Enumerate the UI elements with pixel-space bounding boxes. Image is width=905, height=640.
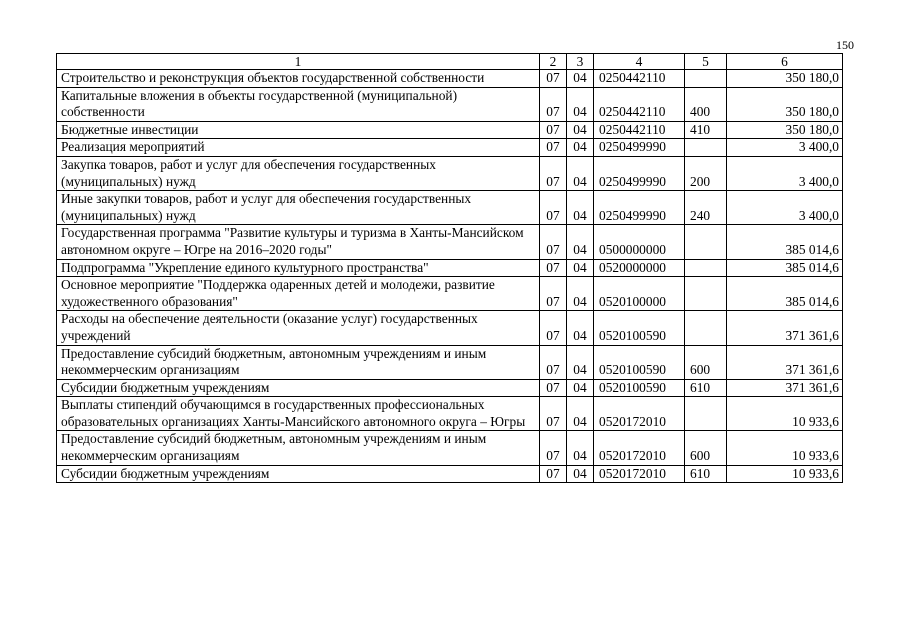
- row-section: 07: [540, 139, 567, 157]
- row-amount: 371 361,6: [727, 379, 843, 397]
- row-subsection: 04: [567, 156, 594, 190]
- row-expense-type: [685, 397, 727, 431]
- table-row: [57, 277, 843, 311]
- row-name: Строительство и реконструкция объектов государственной собственности: [57, 70, 540, 88]
- row-section: 07: [540, 70, 567, 88]
- row-expense-type: [685, 70, 727, 88]
- row-target-code: 0250442110: [594, 121, 685, 139]
- table-row: [57, 139, 843, 157]
- row-subsection: 04: [567, 139, 594, 157]
- row-target-code: 0250442110: [594, 70, 685, 88]
- row-amount: 3 400,0: [727, 191, 843, 225]
- row-section: 07: [540, 277, 567, 311]
- row-section: 07: [540, 431, 567, 465]
- row-expense-type: 410: [685, 121, 727, 139]
- row-target-code: 0250499990: [594, 139, 685, 157]
- row-section: 07: [540, 465, 567, 483]
- row-section: 07: [540, 121, 567, 139]
- column-header-2: 2: [540, 54, 567, 70]
- row-section: 07: [540, 345, 567, 379]
- row-amount: 350 180,0: [727, 121, 843, 139]
- row-target-code: 0520000000: [594, 259, 685, 277]
- row-expense-type: 600: [685, 345, 727, 379]
- table-row: [57, 87, 843, 121]
- row-name: Капитальные вложения в объекты государственной (муниципальной) собственности: [57, 87, 540, 121]
- row-section: 07: [540, 191, 567, 225]
- row-expense-type: 400: [685, 87, 727, 121]
- row-expense-type: [685, 139, 727, 157]
- row-expense-type: 610: [685, 465, 727, 483]
- row-amount: 385 014,6: [727, 225, 843, 259]
- row-target-code: 0520100000: [594, 277, 685, 311]
- table-row: [57, 191, 843, 225]
- row-subsection: 04: [567, 379, 594, 397]
- table-row: [57, 225, 843, 259]
- row-subsection: 04: [567, 191, 594, 225]
- row-subsection: 04: [567, 121, 594, 139]
- row-name: Иные закупки товаров, работ и услуг для обеспечения государственных (муниципальных) нужд: [57, 191, 540, 225]
- column-header-4: 4: [594, 54, 685, 70]
- row-name: Государственная программа "Развитие культуры и туризма в Ханты-Мансийском автономном округе – Югре на 2016–2020 годы": [57, 225, 540, 259]
- row-amount: 371 361,6: [727, 311, 843, 345]
- page-number: 150: [836, 38, 854, 52]
- row-subsection: 04: [567, 431, 594, 465]
- row-amount: 10 933,6: [727, 431, 843, 465]
- row-name: Расходы на обеспечение деятельности (оказание услуг) государственных учреждений: [57, 311, 540, 345]
- table-row: [57, 465, 843, 483]
- row-section: 07: [540, 156, 567, 190]
- row-subsection: 04: [567, 259, 594, 277]
- row-target-code: 0520172010: [594, 397, 685, 431]
- row-subsection: 04: [567, 311, 594, 345]
- row-target-code: 0520172010: [594, 431, 685, 465]
- row-section: 07: [540, 379, 567, 397]
- row-expense-type: [685, 259, 727, 277]
- table-row: [57, 345, 843, 379]
- column-header-5: 5: [685, 54, 727, 70]
- table-row: [57, 70, 843, 88]
- row-expense-type: [685, 277, 727, 311]
- row-amount: 385 014,6: [727, 277, 843, 311]
- row-expense-type: 240: [685, 191, 727, 225]
- table-row: [57, 121, 843, 139]
- row-section: 07: [540, 259, 567, 277]
- row-amount: 350 180,0: [727, 70, 843, 88]
- row-subsection: 04: [567, 87, 594, 121]
- row-name: Субсидии бюджетным учреждениям: [57, 379, 540, 397]
- row-expense-type: 600: [685, 431, 727, 465]
- row-name: Подпрограмма "Укрепление единого культурного пространства": [57, 259, 540, 277]
- row-subsection: 04: [567, 397, 594, 431]
- table-row: [57, 431, 843, 465]
- row-subsection: 04: [567, 70, 594, 88]
- table-row: [57, 311, 843, 345]
- row-section: 07: [540, 87, 567, 121]
- row-target-code: 0500000000: [594, 225, 685, 259]
- row-target-code: 0250499990: [594, 156, 685, 190]
- row-amount: 10 933,6: [727, 465, 843, 483]
- row-target-code: 0250442110: [594, 87, 685, 121]
- row-amount: 3 400,0: [727, 139, 843, 157]
- row-expense-type: 200: [685, 156, 727, 190]
- row-target-code: 0520100590: [594, 379, 685, 397]
- row-name: Бюджетные инвестиции: [57, 121, 540, 139]
- row-target-code: 0520100590: [594, 311, 685, 345]
- row-section: 07: [540, 225, 567, 259]
- row-section: 07: [540, 397, 567, 431]
- row-amount: 10 933,6: [727, 397, 843, 431]
- row-name: Субсидии бюджетным учреждениям: [57, 465, 540, 483]
- row-expense-type: [685, 225, 727, 259]
- row-expense-type: [685, 311, 727, 345]
- column-header-6: 6: [727, 54, 843, 70]
- row-target-code: 0250499990: [594, 191, 685, 225]
- row-target-code: 0520172010: [594, 465, 685, 483]
- row-subsection: 04: [567, 277, 594, 311]
- row-name: Реализация мероприятий: [57, 139, 540, 157]
- row-name: Предоставление субсидий бюджетным, автономным учреждениям и иным некоммерческим организациям: [57, 345, 540, 379]
- column-header-1: 1: [57, 54, 540, 70]
- row-expense-type: 610: [685, 379, 727, 397]
- row-name: Предоставление субсидий бюджетным, автономным учреждениям и иным некоммерческим организациям: [57, 431, 540, 465]
- row-amount: 3 400,0: [727, 156, 843, 190]
- row-target-code: 0520100590: [594, 345, 685, 379]
- row-amount: 385 014,6: [727, 259, 843, 277]
- table-row: [57, 379, 843, 397]
- row-subsection: 04: [567, 345, 594, 379]
- row-subsection: 04: [567, 465, 594, 483]
- table-row: [57, 259, 843, 277]
- budget-table: [56, 53, 843, 483]
- row-amount: 350 180,0: [727, 87, 843, 121]
- header-row: [57, 54, 843, 70]
- row-subsection: 04: [567, 225, 594, 259]
- row-name: Выплаты стипендий обучающимся в государственных профессиональных образовательных организациях Ханты-Мансийского автономного округа – Югры: [57, 397, 540, 431]
- table-row: [57, 156, 843, 190]
- column-header-3: 3: [567, 54, 594, 70]
- table-row: [57, 397, 843, 431]
- row-section: 07: [540, 311, 567, 345]
- row-name: Закупка товаров, работ и услуг для обеспечения государственных (муниципальных) нужд: [57, 156, 540, 190]
- row-amount: 371 361,6: [727, 345, 843, 379]
- row-name: Основное мероприятие "Поддержка одаренных детей и молодежи, развитие художественного образования": [57, 277, 540, 311]
